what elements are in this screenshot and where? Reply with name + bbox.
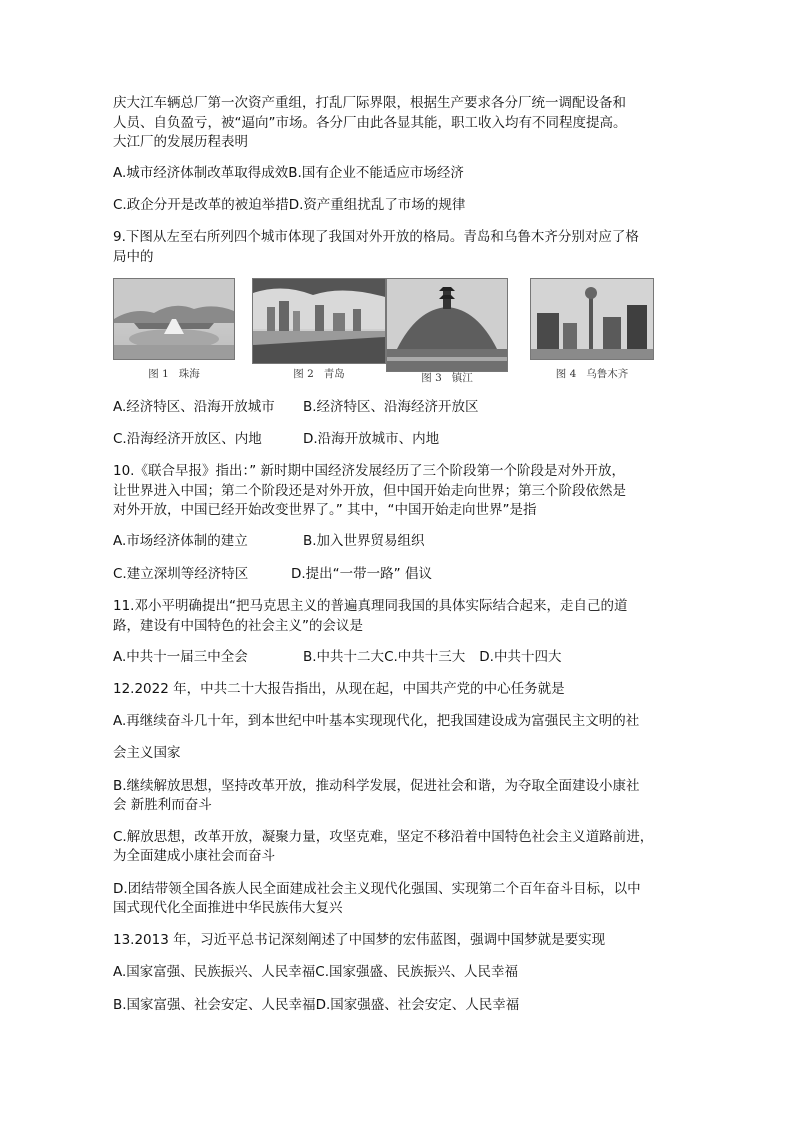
q11-option-d[interactable]: D.中共十四大 xyxy=(479,649,562,665)
figure-3-caption xyxy=(386,370,508,385)
figure-4-caption xyxy=(530,366,654,381)
q10-options-row-2 xyxy=(113,565,432,584)
q11-stem-line-2: 路，建设有中国特色的社会主义”的会议是 xyxy=(113,618,363,634)
q9-option-a[interactable]: A.经济特区、沿海开放城市 xyxy=(113,399,275,415)
figure-4-photo xyxy=(530,278,654,360)
q9-option-b[interactable]: B.经济特区、沿海经济开放区 xyxy=(303,399,479,415)
q11-stem-line-1: 11.邓小平明确提出“把马克思主义的普遍真理同我国的具体实际结合起来，走自己的道 xyxy=(113,598,628,614)
figure-3-number: 图 3 xyxy=(421,372,442,384)
figure-3-city: 镇江 xyxy=(451,372,473,384)
figure-2-caption xyxy=(252,366,386,381)
q13-option-c[interactable]: C.国家强盛、民族振兴、人民幸福 xyxy=(315,964,519,980)
q12-option-d-line-2[interactable]: 国式现代化全面推进中华民族伟大复兴 xyxy=(113,900,343,916)
qingdao-skyline-image xyxy=(253,279,385,363)
figure-4-city: 乌鲁木齐 xyxy=(586,368,629,380)
q11-option-b[interactable]: B.中共十二大 xyxy=(303,649,385,665)
q10-option-c[interactable]: C.建立深圳等经济特区 xyxy=(113,566,249,582)
q8-stem-line-3: 大江厂的发展历程表明 xyxy=(113,134,248,150)
q9-options-row-1 xyxy=(113,398,479,417)
q11-option-c[interactable]: C.中共十三大 xyxy=(384,649,466,665)
q12-option-a-line-2[interactable]: 会主义国家 xyxy=(113,745,181,761)
zhuhai-coast-image xyxy=(114,279,234,359)
q13-options-row-1 xyxy=(113,963,518,982)
figure-2-photo xyxy=(252,278,386,364)
figure-2 xyxy=(252,278,386,380)
figure-3 xyxy=(386,278,508,384)
urumqi-city-image xyxy=(531,279,653,359)
figure-1-city: 珠海 xyxy=(178,368,200,380)
q8-option-d[interactable]: D.资产重组扰乱了市场的规律 xyxy=(288,197,466,213)
q8-option-a[interactable]: A.城市经济体制改革取得成效 xyxy=(113,165,289,181)
q9-stem-line-2: 局中的 xyxy=(113,249,154,265)
q13-option-b[interactable]: B.国家富强、社会安定、人民幸福 xyxy=(113,997,316,1013)
q9-option-d[interactable]: D.沿海开放城市、内地 xyxy=(303,431,440,447)
q12-option-b-line-1[interactable]: B.继续解放思想，坚持改革开放，推动科学发展，促进社会和谐，为夺取全面建设小康社 xyxy=(113,778,640,794)
figure-4-number: 图 4 xyxy=(555,368,577,380)
figure-2-number: 图 2 xyxy=(293,368,314,380)
q9-options-row-2 xyxy=(113,430,439,449)
figure-1-photo xyxy=(113,278,235,360)
q13-options-row-2 xyxy=(113,996,519,1015)
q10-option-b[interactable]: B.加入世界贸易组织 xyxy=(303,533,425,549)
figure-2-city: 青岛 xyxy=(323,368,345,380)
q9-option-c[interactable]: C.沿海经济开放区、内地 xyxy=(113,431,262,447)
q13-option-a[interactable]: A.国家富强、民族振兴、人民幸福 xyxy=(113,964,316,980)
figure-1-number: 图 1 xyxy=(148,368,169,380)
zhenjiang-pagoda-image xyxy=(387,279,507,371)
q12-option-a-line-1[interactable]: A.再继续奋斗几十年，到本世纪中叶基本实现现代化，把我国建设成为富强民主文明的社 xyxy=(113,713,640,729)
q11-options-row xyxy=(113,648,561,667)
q10-stem-line-2: 让世界进入中国；第二个阶段还是对外开放，但中国开始走向世界；第三个阶段依然是 xyxy=(113,483,626,499)
q8-stem-line-2: 人员、自负盈亏，被“逼向”市场。各分厂由此各显其能，职工收入均有不同程度提高。 xyxy=(113,115,627,131)
q13-stem: 13.2013 年，习近平总书记深刻阐述了中国梦的宏伟蓝图，强调中国梦就是要实现 xyxy=(113,932,606,948)
q12-option-c-line-1[interactable]: C.解放思想，改革开放，凝聚力量，攻坚克难，坚定不移沿着中国特色社会主义道路前进， xyxy=(113,829,654,845)
q10-option-d[interactable]: D.提出“一带一路” 倡议 xyxy=(291,566,432,582)
q10-options-row-1 xyxy=(113,532,425,551)
q8-option-c[interactable]: C.政企分开是改革的被迫举措 xyxy=(113,197,289,213)
q12-stem: 12.2022 年，中共二十大报告指出，从现在起，中国共产党的中心任务就是 xyxy=(113,681,565,697)
q12-option-c-line-2[interactable]: 为全面建成小康社会而奋斗 xyxy=(113,848,275,864)
q9-stem-line-1: 9.下图从左至右所列四个城市体现了我国对外开放的格局。青岛和乌鲁木齐分别对应了格 xyxy=(113,229,639,245)
figure-4 xyxy=(530,278,654,380)
q12-option-d-line-1[interactable]: D.团结带领全国各族人民全面建成社会主义现代化强国、实现第二个百年奋斗目标，以中 xyxy=(113,881,641,897)
q8-options-row-1 xyxy=(113,164,464,183)
figure-1-caption xyxy=(113,366,235,381)
q10-stem-line-1: 10.《联合早报》指出：” 新时期中国经济发展经历了三个阶段第一个阶段是对外开放， xyxy=(113,463,626,479)
figure-3-photo xyxy=(386,278,508,372)
q9-figure-strip xyxy=(113,278,673,388)
q12-option-b-line-2[interactable]: 会 新胜利而奋斗 xyxy=(113,797,212,813)
q11-option-a[interactable]: A.中共十一届三中全会 xyxy=(113,649,248,665)
figure-1 xyxy=(113,278,235,380)
q10-option-a[interactable]: A.市场经济体制的建立 xyxy=(113,533,248,549)
q8-stem-line-1: 庆大江车辆总厂第一次资产重组，打乱厂际界限，根据生产要求各分厂统一调配设备和 xyxy=(113,95,626,111)
q10-stem-line-3: 对外开放，中国已经开始改变世界了。” 其中，“中国开始走向世界”是指 xyxy=(113,502,537,518)
q13-option-d[interactable]: D.国家强盛、社会安定、人民幸福 xyxy=(315,997,520,1013)
q8-option-b[interactable]: B.国有企业不能适应市场经济 xyxy=(288,165,464,181)
q8-options-row-2 xyxy=(113,196,465,215)
